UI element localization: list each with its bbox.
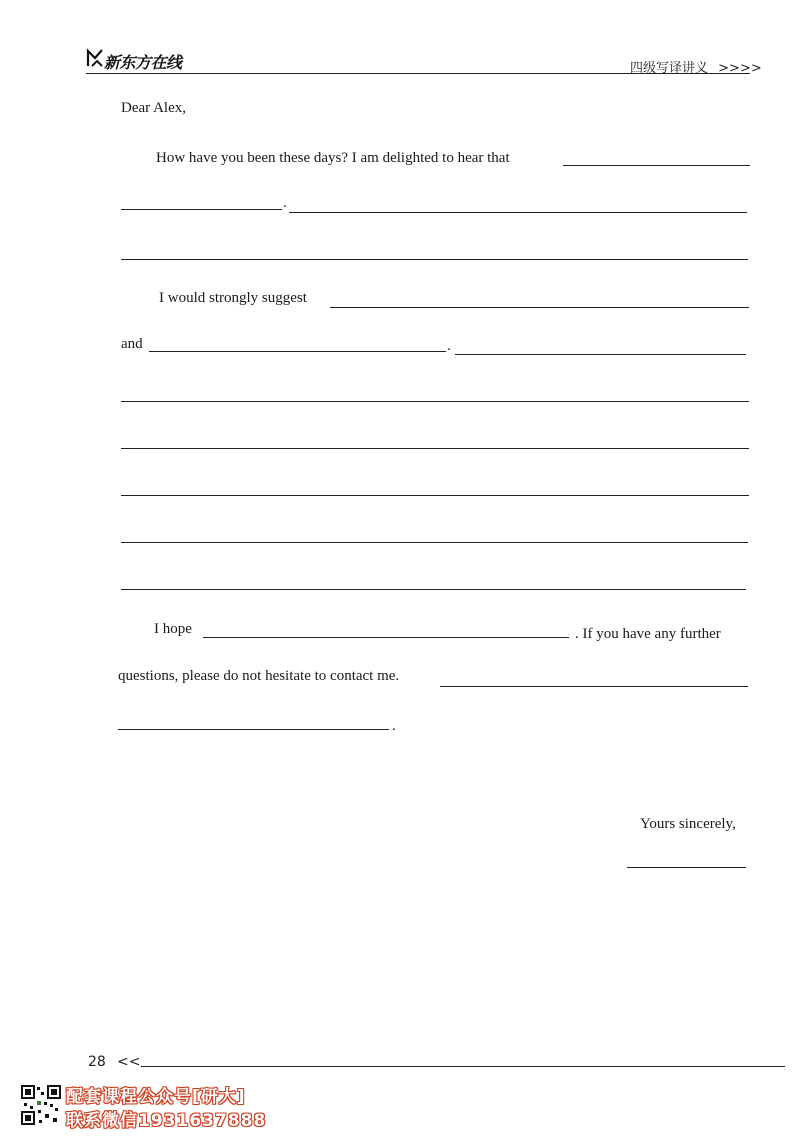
header-arrows: >>>>	[718, 61, 762, 76]
period: .	[392, 718, 396, 734]
logo-text: 新东方在线	[104, 53, 182, 72]
blank-line[interactable]	[563, 165, 750, 166]
period: .	[283, 195, 287, 211]
blank-line[interactable]	[289, 212, 747, 213]
blank-line[interactable]	[121, 259, 748, 260]
page-number: 28	[88, 1054, 106, 1070]
signature-line[interactable]	[627, 867, 746, 868]
paragraph-3-text: I hope	[154, 621, 192, 637]
salutation: Dear Alex,	[121, 100, 186, 116]
paragraph-3-line-2: questions, please do not hesitate to contact me.	[118, 668, 400, 684]
header-rule	[86, 73, 750, 74]
header	[0, 0, 800, 80]
watermark-line-1: 配套课程公众号[研大]	[66, 1087, 246, 1107]
paragraph-3-continuation: . If you have any further	[575, 626, 721, 642]
paragraph-1-text: How have you been these days? I am delighted to hear that	[156, 150, 510, 166]
qr-code-icon	[20, 1084, 62, 1126]
closing: Yours sincerely,	[640, 816, 736, 832]
period: .	[447, 338, 451, 354]
header-title-text: 四级写译讲义	[630, 61, 709, 76]
blank-line[interactable]	[121, 589, 746, 590]
blank-line[interactable]	[121, 542, 748, 543]
blank-line[interactable]	[121, 209, 282, 210]
watermark	[0, 1080, 800, 1143]
blank-line[interactable]	[121, 401, 749, 402]
blank-line[interactable]	[440, 686, 748, 687]
and-text: and	[121, 336, 143, 352]
blank-line[interactable]	[121, 448, 749, 449]
blank-line[interactable]	[330, 307, 749, 308]
paragraph-2-text: I would strongly suggest	[159, 290, 307, 306]
page-arrows: <<	[117, 1054, 141, 1070]
blank-line[interactable]	[118, 729, 389, 730]
footer	[0, 1045, 800, 1075]
logo-icon	[86, 48, 104, 68]
blank-line[interactable]	[455, 354, 746, 355]
blank-line[interactable]	[203, 637, 569, 638]
blank-line[interactable]	[121, 495, 749, 496]
blank-line[interactable]	[149, 351, 446, 352]
watermark-line-2: 联系微信1931637888	[66, 1111, 267, 1131]
footer-rule	[141, 1066, 785, 1067]
